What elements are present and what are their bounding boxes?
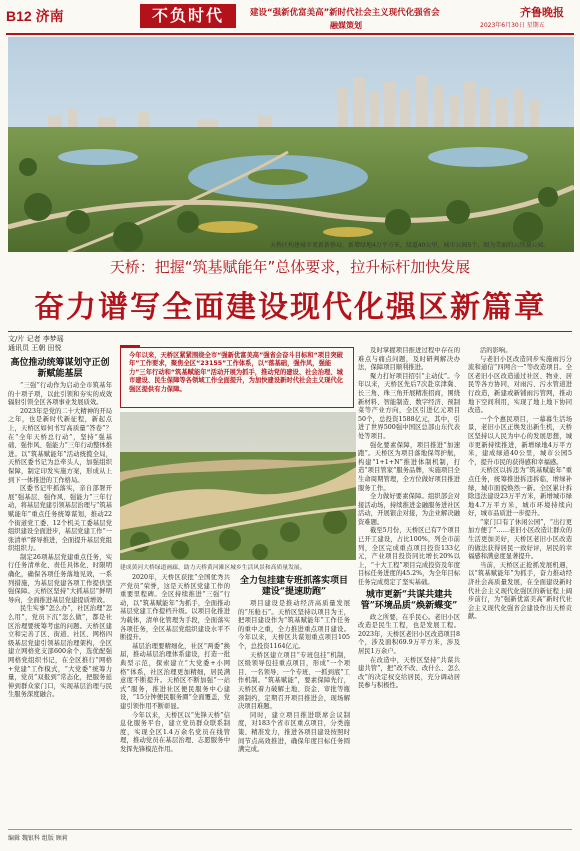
photo-caption: 天桥区构建城市更新新格局，新增绿地4万平方米，绿道40公里，城市公园5个，图为美丽的云绣湖公园。: [270, 242, 550, 249]
paragraph: 及时掌握项目推进过程中存在的难点与痛点问题，及时研判解决办法，保障项目顺利推进。: [358, 347, 460, 372]
paragraph: 当前，天桥区正抢抓发展机遇，以“筑基赋能年”为抓手，奋力推动经济社会高质量发展，在全面建设新时代社会主义现代化强区的新征程上阔步前行，为“强新优富美高”新时代社会主义现代化强省会建设作出天桥贡献。: [468, 561, 572, 621]
paragraph: “家门口有了休闲公园”，“出行更加方便了”……老旧小区改造让群众的生活更加美好，天桥区老旧小区改造的做法获得居民一致好评，居民的幸福感和满意度显著提升。: [468, 518, 572, 561]
paragraph: 聚力打好项目招引“主动仗”。今年以来，天桥区先后7次赴京津冀、长三角、珠三角开展精准招商，围绕新材料、智能制造、数字经济、预制菜等产业方向，全区引进亿元项目50个，总投资1588亿元，其中，引进了世界500强中国区总部山东代表处等项目。: [358, 372, 460, 440]
section-brand: 不负时代: [140, 4, 236, 28]
paragraph: 天桥区建立项目“专班包挂”机制，区级领导包挂重点项目，形成“一个项目、一名领导、一个专班、一抓到底”工作机制。“筑基赋能”，要素保障先行，天桥区着力破解土地、资金、审批等瓶颈制约，定期召开项目推进会，现场解决项目难题。: [238, 651, 350, 711]
main-headline: 奋力谱写全面建设现代化强区新篇章: [34, 290, 546, 325]
river-greenway-photo: [120, 412, 356, 560]
paragraph: 全力做好要素保障。组织部会对接活动场，持续推进金融服务进社区活动，开展银企对接，为企业解决融资难题。: [358, 493, 460, 526]
paragraph: 同时，建立项目推进联席会议制度，对183个省市区重点项目，分类施策、精准发力，推进各项目建设按照时间节点高效推进，确保年度目标任务圆满完成。: [238, 711, 350, 754]
paragraph: 截至5月份，天桥区已有7个项目已开工建设，占比100%，列全市前列，全区完成重点项目投资133亿元，产业项目投资同比增长20%以上，“十大工程”项目完成投资及年度目标任务进度的45.2%，为全年目标任务完成奠定了坚实基础。: [358, 527, 460, 587]
page-header: [0, 0, 580, 34]
paragraph: 在改造中，天桥区坚持“共谋共建共管”，把“改不改、改什么、怎么改”的决定权交给居民，充分调动居民参与积极性。: [358, 656, 460, 690]
section-subhead: 全力包挂建专班抓落实项目建设“提速助跑”: [239, 576, 348, 597]
intro-box: [120, 347, 354, 408]
kicker-headline: 天桥：把握“筑基赋能年”总体要求，拉升标杆加快发展: [109, 258, 471, 276]
article-column-1: [8, 356, 112, 826]
newspaper-logo: 齐鲁晚报: [520, 6, 564, 19]
aerial-park-photo: [8, 37, 574, 252]
section-subhead: 城市更新“共谋共建共管”环境品质“焕新蝶变”: [360, 589, 458, 611]
header-sub: 融媒策划: [330, 21, 362, 30]
paragraph: 项目建设是推动经济高质量发展的“压舱石”。天桥区坚持以项目为王，把项目建设作为“筑基赋能年”工作任务的重中之重，全力推进重点项目建设。今年以来，天桥区共谋划重点项目105个，总投资1164亿元。: [238, 600, 350, 650]
photo-caption: 建成黄河大桥绿道画廊，助力天桥黄河滩区城乡生活风景和高质量发展。: [120, 565, 306, 571]
article-column-5: [468, 347, 572, 826]
issue-date: 2023年6月30日 星期五: [480, 22, 545, 29]
byline-correspondent: 通讯员 王朝 田悦: [8, 344, 62, 352]
headline-rule: [8, 331, 572, 332]
paragraph: 2023年是党的二十大精神的开局之年，也是新时代新征程，新起点上，天桥区如何书写高质量“答卷”？在“全年天桥总行动”，坚持“强基础、强作风、强能力”三年行动整体推进。以“筑基赋能年”活动统揽全局，天桥区委书记为总牵头人，加强组织保障，制定印发实施方案，形成从上到下一体推进的工作格局。: [8, 407, 112, 484]
paragraph: 2020年，天桥区获批“全国优秀共产党员”荣誉，这是天桥区党建工作的重要里程碑。全区持续推进“三强”行动，以“筑基赋能年”为抓手，全面推动基层党建工作提档升级。以项目化推进为载体，清单化管理为手段，全面落实各项任务，全区基层党组织建设水平不断提升。: [120, 574, 230, 642]
paragraph: 区委书记牢抓落实，亲自部署开展“强基层、强作风、强能力”三年行动，将基层党建引领基层治理与“筑基赋能年”重点任务统筹谋划，推动22个街道党工委、12个机关工委基层党组织建设全面进步，基层党建工作“一张清单”督导推进，全面提升基层党组织组织力。: [8, 485, 112, 553]
paragraph: “三强”行动作为启动全市筑基年的十项子项，以此引领和夯实的成效辐射引领全区各项事业发展质效。: [8, 382, 112, 407]
page-number: B12 济南: [6, 8, 64, 24]
paragraph: 基层治理要精细化，社区“两委”换届，推动基层治理体系建设，打造一批典型示范，探索建立“大党委+小网格”体系，社区治理更加精细，居民满意度不断提升。天桥区不断加强“一站式”服务，推进社区便民服务中心建设，“15分钟便民服务圈”全面覆盖，党建引领作用不断彰显。: [120, 642, 230, 710]
paragraph: 活的影响。: [480, 347, 512, 354]
byline: [8, 335, 64, 353]
editor-credits: 编辑 魏银科 组版 顾莉: [8, 835, 68, 842]
byline-reporter: 文/片 记者 李梦瑶: [8, 335, 64, 343]
article-column-2: [120, 574, 230, 826]
aerial-park-illustration: [8, 37, 574, 252]
river-greenway-illustration: [120, 412, 356, 560]
footer-rule: [8, 829, 572, 830]
paragraph: 天桥区以拆违为“筑基赋能年”重点任务，统筹推进拆违拆临，增绿补绿，城市面貌焕然一新。全区累计拆除违法建设23万平方米，新增城市绿地4.7万平方米，城市环境持续向好，城市品质进一步提升。: [468, 467, 572, 518]
paragraph: 政之所要，在乎民心。老旧小区改造是民生工程，也是发展工程。2023年，天桥区老旧小区改造项目8个，涉及面积69.9万平方米，涉及居民1万余户。: [358, 613, 460, 655]
article-column-3: [238, 574, 350, 826]
article-column-4: [358, 347, 460, 826]
paragraph: 民生实事“怎么办”，社区治理“怎么用”，党员下沉“怎么做”，都是社区治理要统筹考虑的问题。天桥区建立和完善了区、街道、社区、网格四级基层党建引领基层治理架构，全区建立网格党支部600余个，选优配强网格党组织书记，在全区推行“网格+党建”工作模式，“大党委”统筹力量，党员“双报到”常态化，把服务延伸到群众家门口，实现基层治理与民生服务深度融合。: [8, 605, 112, 699]
paragraph: 一个个惠民项目，一幕幕生活场景，老旧小区正焕发出新生机，天桥区坚持以人民为中心的发展思想，城市更新持续推进，新增绿地4万平方米，建成绿道40公里，城市公园5个，提升市民的获得感和幸福感。: [468, 415, 572, 466]
intro-text: 今年以来，天桥区紧紧围绕全市“强新优富美高”强省会奋斗目标和“项目突破年”工作要求，聚焦全区“23155”工作体系，以“落基础，强作风，强能力”三年行动和“筑基赋能年”活动开展为抓手，推动党的建设、社会治理、城市建设、民生保障等各领域工作全面提升，为加快建设新时代社会主义现代化强区提供有力保障。: [129, 352, 344, 393]
paragraph: 强化要素保障，项目推进“加速跑”。天桥区为项目落地保驾护航，构建“1+1+N”推进体制机制，打造“项目管家”服务品牌，实施项目全生命周期管理，全方位做好项目推进服务工作。: [358, 441, 460, 492]
paragraph: 今年以来，天桥区以“先锋天桥”信息化服务平台，建立党员群众联系制度，实现全区1.4万余名党员在线管理，推动党员在基层治理、志愿服务中发挥先锋模范作用。: [120, 711, 230, 753]
paragraph: 制定26项基层党建重点任务，实行任务清单化、责任具体化、时限明确化，确保各项任务落地见效，一系列措施，为基层党建各项工作提供坚强保障。天桥区坚持“大抓基层”鲜明导向，全面推进基层党建提质增效。: [8, 553, 112, 604]
paragraph: 与老旧小区改造同步实施雨污分流和通信“四网合一”等改造项目。全区老旧小区改造通过社区、物业、居民等各方协同，对雨污、污水管道进行改造，新建或新铺雨污管网，推动地下空间利用，实现了地上地下协同改造。: [468, 355, 572, 415]
header-headline: 建设“强新优富美高”新时代社会主义现代化强省会: [250, 8, 440, 18]
section-subhead: 高位推动统筹谋划守正创新赋能基层: [10, 358, 110, 379]
header-rule: [6, 33, 574, 35]
